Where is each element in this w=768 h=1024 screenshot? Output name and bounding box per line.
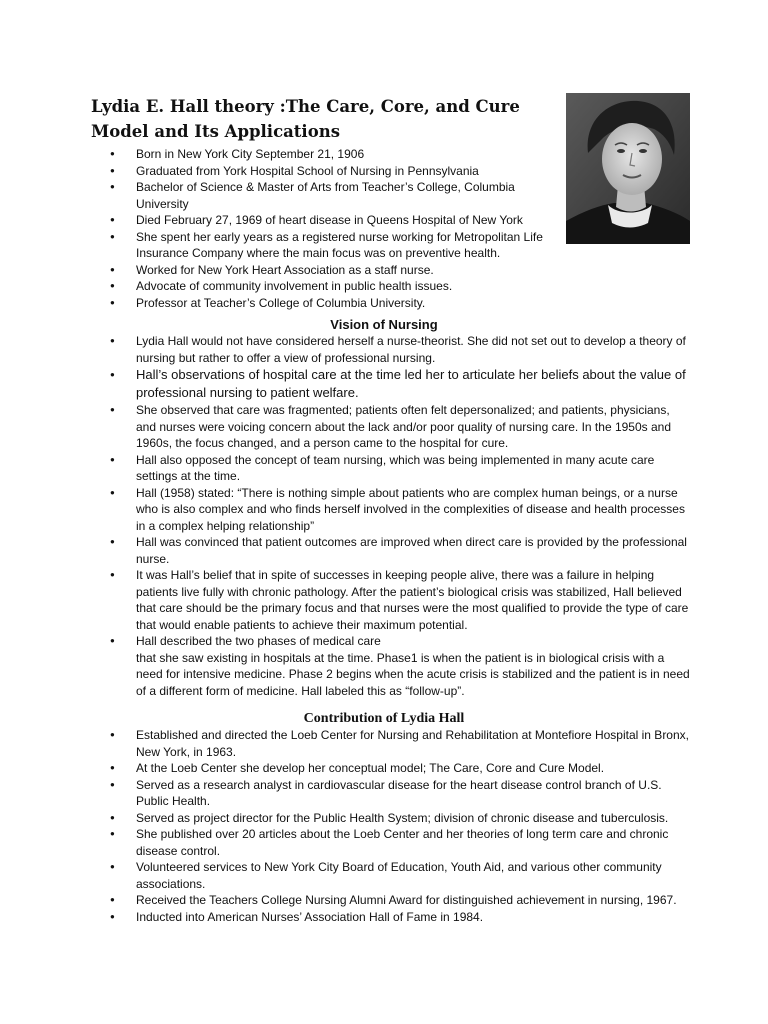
list-item: ● Hall described the two phases of medical care xyxy=(110,633,690,650)
list-item: ● Volunteered services to New York City Board of Education, Youth Aid, and various other community associations. xyxy=(110,859,690,892)
list-item: ● Served as a research analyst in cardiovascular disease for the heart disease control branch of U.S. Public Health. xyxy=(110,777,690,810)
list-item: ● Died February 27, 1969 of heart disease in Queens Hospital of New York xyxy=(110,212,570,229)
list-item: ● She observed that care was fragmented; patients often felt depersonalized; and patients, physicians, and nurses were voicing concern about the lack and/or poor quality of nursing care. In the 1950s and 1960s, the focus changed, and a person came to the hospital for cure. xyxy=(110,402,690,452)
list-item: ● At the Loeb Center she develop her conceptual model; The Care, Core and Cure Model. xyxy=(110,760,690,777)
vision-list xyxy=(110,333,690,699)
list-item: ● Hall also opposed the concept of team nursing, which was being implemented in many acute care settings at the time. xyxy=(110,452,690,485)
contribution-list xyxy=(110,727,690,925)
list-item: ● It was Hall’s belief that in spite of successes in keeping people alive, there was a failure in helping patients live fully with chronic pathology. After the patient’s biological crisis was stabilized, Hall believed that care should be the primary focus and that nurses were the most qualified to provide the type of care that would enable patients to achieve their maximum potential. xyxy=(110,567,690,633)
list-item: ● Established and directed the Loeb Center for Nursing and Rehabilitation at Montefiore Hospital in Bronx, New York, in 1963. xyxy=(110,727,690,760)
list-item: ● Received the Teachers College Nursing Alumni Award for distinguished achievement in nursing, 1967. xyxy=(110,892,690,909)
list-item: ● Advocate of community involvement in public health issues. xyxy=(110,278,570,295)
list-item: ● Professor at Teacher’s College of Columbia University. xyxy=(110,295,570,312)
list-item: ● Inducted into American Nurses’ Association Hall of Fame in 1984. xyxy=(110,909,690,926)
list-item-continued: that she saw existing in hospitals at the time. Phase1 is when the patient is in biological crisis with a need for intensive medicine. Phase 2 begins when the acute crisis is stabilized and the patient is in need of a different form of medicine. Hall labeled this as “follow-up”. xyxy=(136,650,690,698)
list-item: ● Hall was convinced that patient outcomes are improved when direct care is provided by the professional nurse. xyxy=(110,534,690,567)
list-item: ● She published over 20 articles about the Loeb Center and her theories of long term care and chronic disease control. xyxy=(110,826,690,859)
list-item: ● Born in New York City September 21, 1906 xyxy=(110,146,570,163)
list-item: ● Hall (1958) stated: “There is nothing simple about patients who are complex human beings, or a nurse who is also complex and who finds herself involved in the complexities of disease and health processes in a complex helping relationship” xyxy=(110,485,690,535)
list-item: ● Worked for New York Heart Association as a staff nurse. xyxy=(110,262,570,279)
list-item: ● She spent her early years as a registered nurse working for Metropolitan Life Insurance Company where the main focus was on preventive health. xyxy=(110,229,570,262)
biography-list xyxy=(110,146,570,311)
document-title: Lydia E. Hall theory :The Care, Core, and Cure Model and Its Applications xyxy=(91,97,520,141)
list-item: ● Bachelor of Science & Master of Arts from Teacher’s College, Columbia University xyxy=(110,179,570,212)
list-item: ● Lydia Hall would not have considered herself a nurse-theorist. She did not set out to develop a theory of nursing but rather to offer a view of professional nursing. xyxy=(110,333,690,366)
list-item: ● Served as project director for the Public Health System; division of chronic disease and tuberculosis. xyxy=(110,810,690,827)
list-item: ● Graduated from York Hospital School of Nursing in Pennsylvania xyxy=(110,163,570,180)
portrait-photo xyxy=(566,93,690,244)
vision-heading: Vision of Nursing xyxy=(330,317,438,332)
list-item: ● Hall’s observations of hospital care at the time led her to articulate her beliefs about the value of professional nursing to patient welfare. xyxy=(110,366,690,402)
contribution-heading: Contribution of Lydia Hall xyxy=(303,711,465,726)
